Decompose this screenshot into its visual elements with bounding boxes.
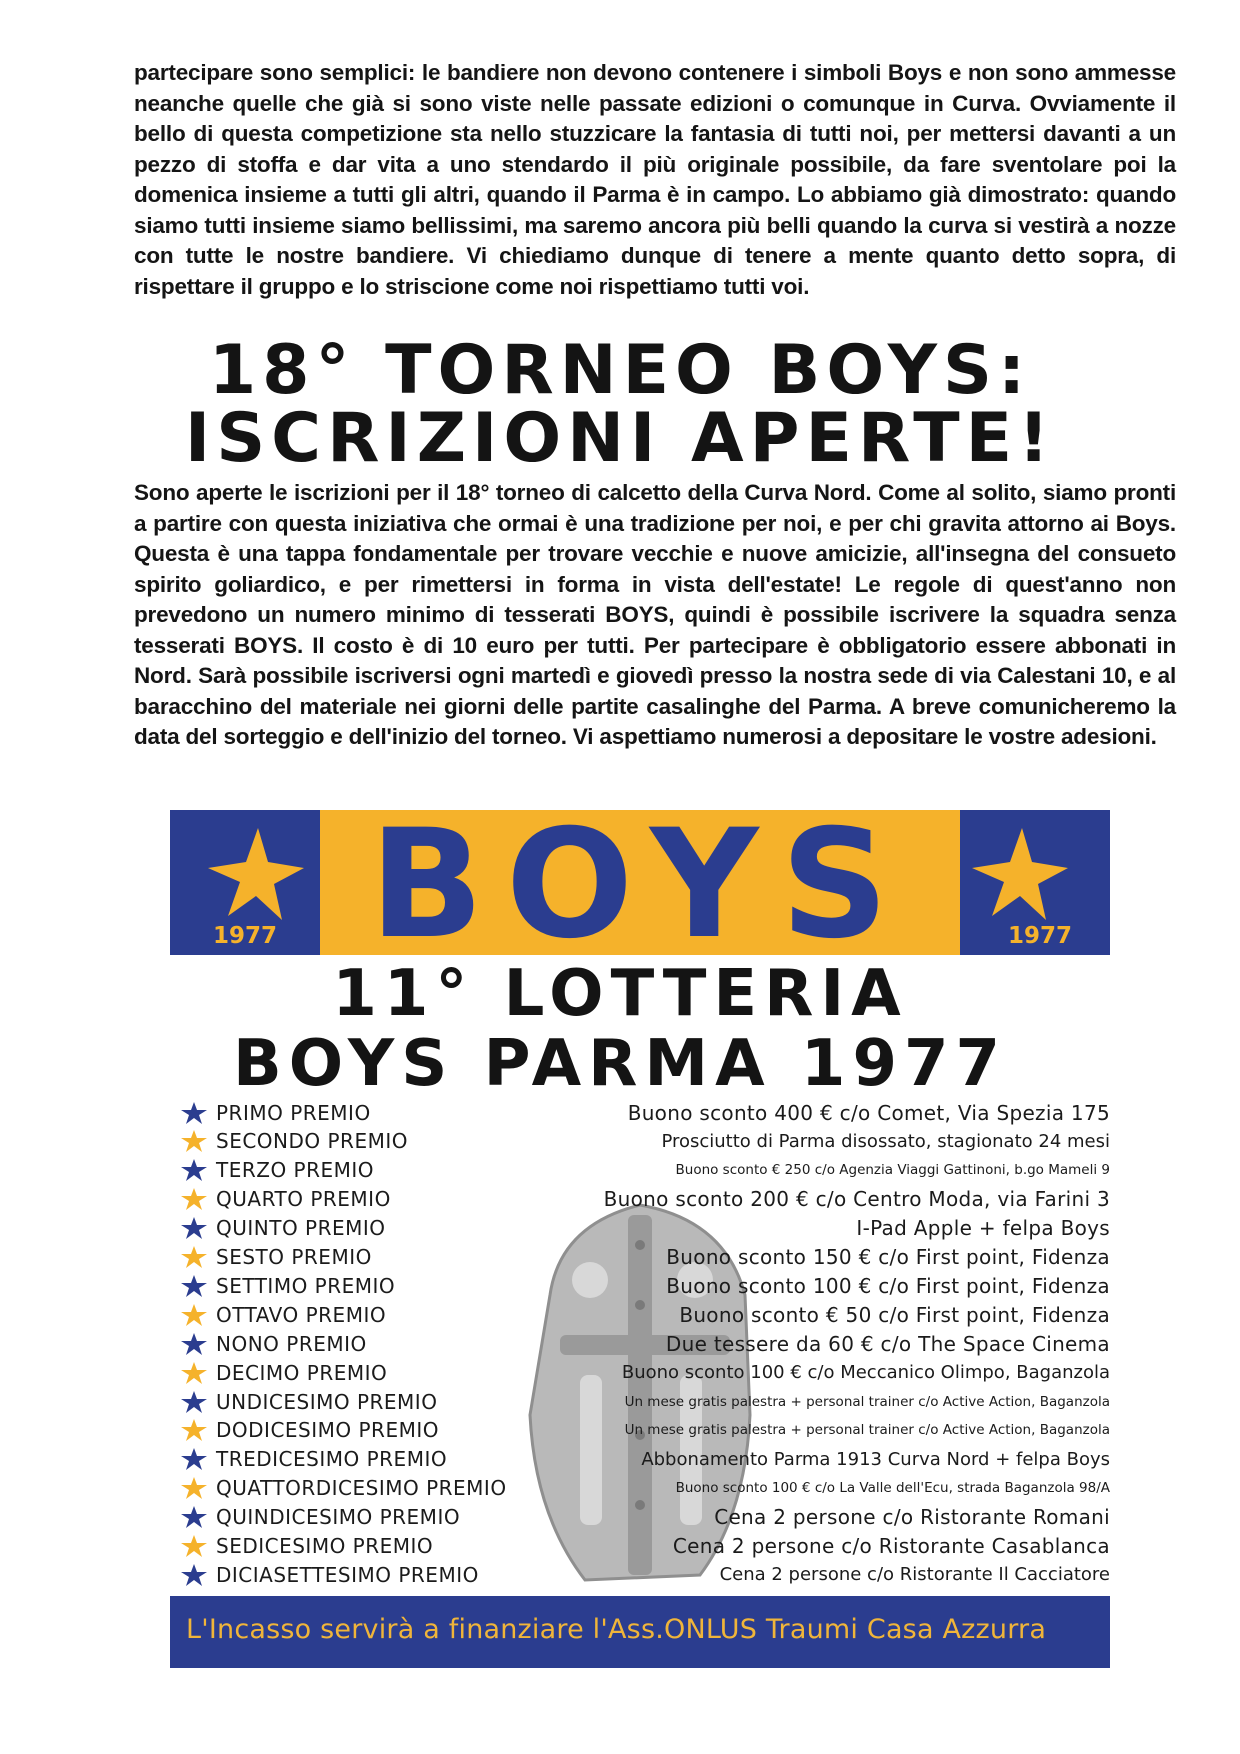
prize-row bbox=[180, 1532, 1110, 1561]
prize-name: PRIMO PREMIO bbox=[216, 1100, 371, 1125]
prize-row bbox=[180, 1214, 1110, 1243]
star-bullet-icon bbox=[180, 1533, 208, 1559]
prize-description: Cena 2 persone c/o Ristorante Casablanca bbox=[672, 1534, 1110, 1558]
star-bullet-icon bbox=[180, 1215, 208, 1241]
prize-description: Buono sconto 100 € c/o La Valle dell'Ecu, strada Baganzola 98/A bbox=[675, 1480, 1110, 1497]
intro-paragraph: partecipare sono semplici: le bandiere non devono contenere i simboli Boys e non sono ammesse neanche quelle che già si sono viste nelle passate edizioni o comunque in Curva. Ovviamente il bello di questa competizione sta nello stuzzicare la fantasia di tutti noi, per mettersi davanti a un pezzo di stoffa e dar vita a uno stendardo il più originale possibile, da fare sventolare poi la domenica insieme a tutti gli altri, quando il Parma è in campo. Lo abbiamo già dimostrato: quando siamo tutti insieme siamo bellissimi, ma saremo ancora più belli quando la curva si vestirà a nozze con tutte le nostre bandiere. Vi chiediamo dunque di tenere a mente quanto detto sopra, di rispettare il gruppo e lo striscione come noi rispettiamo tutti voi. bbox=[134, 60, 1176, 299]
prize-row bbox=[180, 1503, 1110, 1532]
torneo-body: Sono aperte le iscrizioni per il 18° torneo di calcetto della Curva Nord. Come al solito, siamo pronti a partire con questa iniziativa che ormai è una tradizione per noi, e per chi gravita attorno ai Boys. Questa è una tappa fondamentale per trovare vecchie e nuove amicizie, all'insegna del consueto spirito goliardico, e per rimettersi in forma in vista dell'estate! Le regole di quest'anno non prevedono un numero minimo di tesserati BOYS, quindi è possibile iscrivere la squadra senza tesserati BOYS. Il costo è di 10 euro per tutti. Per partecipare è obbligatorio essere abbonati in Nord. Sarà possibile iscriversi ogni martedì e giovedì presso la nostra sede di via Calestani 10, e al baracchino del materiale nei giorni delle partite casalinghe del Parma. A breve comunicheremo la data del sorteggio e dell'inizio del torneo. Vi aspettiamo numerosi a depositare le vostre adesioni. bbox=[134, 480, 1176, 749]
prize-row bbox=[180, 1560, 1110, 1589]
prize-row bbox=[180, 1329, 1110, 1358]
prize-row bbox=[180, 1387, 1110, 1416]
prize-description: I-Pad Apple + felpa Boys bbox=[856, 1216, 1110, 1241]
prize-row bbox=[180, 1416, 1110, 1445]
prize-description: Buono sconto 150 € c/o First point, Fidenza bbox=[666, 1245, 1110, 1269]
prize-row bbox=[180, 1127, 1110, 1156]
prize-name: QUARTO PREMIO bbox=[216, 1187, 391, 1212]
prize-description: Buono sconto € 50 c/o First point, Fidenza bbox=[679, 1302, 1110, 1327]
banner-year-right: 1977 bbox=[1007, 923, 1073, 949]
prize-list bbox=[180, 1098, 1110, 1588]
star-bullet-icon bbox=[180, 1157, 208, 1183]
star-bullet-icon bbox=[180, 1128, 208, 1154]
prize-name: SESTO PREMIO bbox=[216, 1245, 372, 1269]
prize-description: Cena 2 persone c/o Ristorante Il Cacciatore bbox=[719, 1564, 1110, 1586]
prize-name: DECIMO PREMIO bbox=[216, 1360, 388, 1385]
star-bullet-icon bbox=[180, 1446, 208, 1472]
prize-description: Un mese gratis palestra + personal trainer c/o Active Action, Baganzola bbox=[624, 1422, 1110, 1439]
prize-description: Abbonamento Parma 1913 Curva Nord + felpa Boys bbox=[641, 1448, 1110, 1470]
lotteria-title-line2: BOYS PARMA 1977 bbox=[232, 1027, 1008, 1101]
star-bullet-icon bbox=[180, 1562, 208, 1588]
star-bullet-icon bbox=[180, 1100, 208, 1126]
prize-name: OTTAVO PREMIO bbox=[216, 1302, 387, 1327]
prize-description: Prosciutto di Parma disossato, stagionato 24 mesi bbox=[661, 1130, 1110, 1152]
prize-name: TREDICESIMO PREMIO bbox=[216, 1447, 448, 1472]
prize-row bbox=[180, 1474, 1110, 1503]
star-bullet-icon bbox=[180, 1475, 208, 1501]
torneo-title-line2: ISCRIZIONI APERTE! bbox=[184, 399, 1056, 478]
prize-row bbox=[180, 1156, 1110, 1185]
star-bullet-icon bbox=[180, 1302, 208, 1328]
prize-description: Cena 2 persone c/o Ristorante Romani bbox=[714, 1505, 1110, 1530]
prize-description: Due tessere da 60 € c/o The Space Cinema bbox=[665, 1331, 1110, 1356]
prize-row bbox=[180, 1358, 1110, 1387]
torneo-title-line1: 18° TORNEO BOYS: bbox=[208, 331, 1032, 410]
prize-description: Buono sconto 400 € c/o Comet, Via Spezia 175 bbox=[627, 1100, 1110, 1125]
prize-name: SEDICESIMO PREMIO bbox=[216, 1534, 434, 1558]
prize-name: QUINTO PREMIO bbox=[216, 1216, 386, 1241]
prize-row bbox=[180, 1243, 1110, 1272]
prize-description: Buono sconto € 250 c/o Agenzia Viaggi Gattinoni, b.go Mameli 9 bbox=[675, 1162, 1110, 1179]
footer-text: L'Incasso servirà a finanziare l'Ass.ONLUS Traumi Casa Azzurra bbox=[186, 1614, 1047, 1645]
prize-name: DODICESIMO PREMIO bbox=[216, 1418, 439, 1443]
banner-year-left: 1977 bbox=[212, 923, 278, 949]
star-bullet-icon bbox=[180, 1273, 208, 1299]
prize-name: SETTIMO PREMIO bbox=[216, 1273, 396, 1298]
star-bullet-icon bbox=[180, 1244, 208, 1270]
lotteria-footer bbox=[170, 1596, 1110, 1668]
prize-row bbox=[180, 1098, 1110, 1127]
prize-row bbox=[180, 1271, 1110, 1300]
prize-description: Buono sconto 200 € c/o Centro Moda, via Farini 3 bbox=[603, 1187, 1110, 1212]
banner-word: BOYS bbox=[369, 810, 911, 955]
prize-name: DICIASETTESIMO PREMIO bbox=[216, 1562, 479, 1587]
prize-name: TERZO PREMIO bbox=[216, 1158, 375, 1183]
lotteria-title-line1: 11° LOTTERIA bbox=[332, 957, 908, 1031]
prize-name: NONO PREMIO bbox=[216, 1331, 367, 1356]
star-bullet-icon bbox=[180, 1504, 208, 1530]
prize-row bbox=[180, 1300, 1110, 1329]
prize-name: QUATTORDICESIMO PREMIO bbox=[216, 1476, 507, 1501]
star-bullet-icon bbox=[180, 1331, 208, 1357]
prize-description: Buono sconto 100 € c/o Meccanico Olimpo, Baganzola bbox=[621, 1362, 1110, 1384]
star-bullet-icon bbox=[180, 1186, 208, 1212]
boys-banner bbox=[170, 810, 1110, 955]
prize-row bbox=[180, 1445, 1110, 1474]
prize-name: UNDICESIMO PREMIO bbox=[216, 1389, 438, 1414]
prize-description: Un mese gratis palestra + personal trainer c/o Active Action, Baganzola bbox=[624, 1393, 1110, 1410]
star-bullet-icon bbox=[180, 1389, 208, 1415]
prize-description: Buono sconto 100 € c/o First point, Fidenza bbox=[666, 1273, 1110, 1298]
prize-name: QUINDICESIMO PREMIO bbox=[216, 1505, 461, 1530]
prize-row bbox=[180, 1185, 1110, 1214]
star-bullet-icon bbox=[180, 1360, 208, 1386]
star-bullet-icon bbox=[180, 1417, 208, 1443]
prize-name: SECONDO PREMIO bbox=[216, 1129, 408, 1154]
